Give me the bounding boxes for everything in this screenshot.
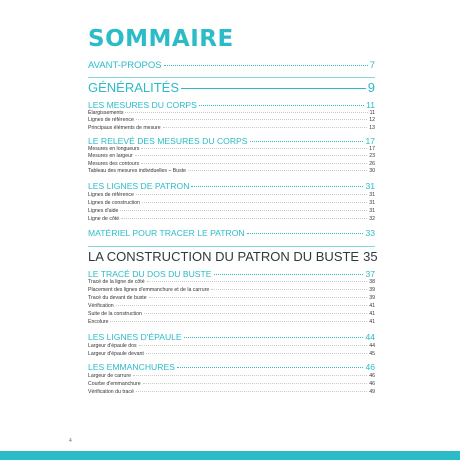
toc-entry[interactable]: [88, 362, 375, 372]
dot-leader: [120, 210, 367, 211]
toc-entry[interactable]: [88, 100, 375, 110]
dot-leader: [136, 391, 367, 392]
toc-entry-page: 37: [365, 269, 375, 279]
dot-leader: [116, 305, 368, 306]
dot-leader: [136, 194, 367, 195]
toc-entry[interactable]: [88, 168, 375, 174]
toc-entry-label: Vérification: [88, 303, 114, 309]
toc-entry-page: 31: [369, 192, 375, 198]
toc-entry-label: LES LIGNES D'ÉPAULE: [88, 332, 182, 342]
dot-leader: [199, 105, 364, 106]
dot-leader: [147, 281, 368, 282]
toc-entry[interactable]: [88, 200, 375, 206]
toc-entry[interactable]: [88, 146, 375, 152]
dot-leader: [133, 375, 367, 376]
toc-entry-page: 41: [369, 311, 375, 317]
toc-entry-label: Mesures en longueurs: [88, 146, 140, 152]
toc-entry-label: Lignes d'aide: [88, 208, 119, 214]
toc-entry[interactable]: [88, 136, 375, 146]
toc-entry-page: 17: [365, 136, 375, 146]
toc-entry-label: MATÉRIEL POUR TRACER LE PATRON: [88, 228, 245, 238]
divider: [88, 77, 375, 78]
toc-entry-page: 46: [369, 381, 375, 387]
page-number: 4: [69, 438, 72, 444]
toc-entry-page: 39: [369, 295, 375, 301]
toc-entry-page: 45: [369, 351, 375, 357]
toc-entry-page: 31: [369, 208, 375, 214]
toc-entry-page: 23: [369, 153, 375, 159]
dot-leader: [110, 321, 367, 322]
dot-leader: [141, 148, 367, 149]
toc-entry-page: 39: [369, 287, 375, 293]
dot-leader: [143, 383, 368, 384]
toc-entry-label: Élargissements: [88, 110, 124, 116]
toc-entry-page: 38: [369, 279, 375, 285]
toc-entry[interactable]: [88, 279, 375, 285]
toc-entry[interactable]: [88, 332, 375, 342]
toc-entry-page: 12: [369, 117, 375, 123]
toc-entry-page: 44: [369, 343, 375, 349]
toc-entry-label: Placement des lignes d'emmanchure et de la carrure: [88, 287, 210, 293]
dot-leader: [250, 141, 364, 142]
toc-entry-label: LES MESURES DU CORPS: [88, 100, 197, 110]
toc-entry-page: 11: [369, 110, 375, 116]
toc-entry[interactable]: [88, 373, 375, 379]
toc-entry-page: 31: [369, 200, 375, 206]
toc-entry-label: LES EMMANCHURES: [88, 362, 175, 372]
toc-entry-page: 46: [369, 373, 375, 379]
toc-entry-label: Encolure: [88, 319, 109, 325]
toc-entry-page: 49: [369, 389, 375, 395]
toc-entry-page: 32: [369, 216, 375, 222]
toc-entry-label: AVANT-PROPOS: [88, 60, 162, 71]
toc-entry[interactable]: [88, 208, 375, 214]
toc-entry-label: LE TRACÉ DU DOS DU BUSTE: [88, 269, 212, 279]
toc-entry-page: 41: [369, 303, 375, 309]
divider: [88, 246, 375, 247]
toc-entry-page: 46: [365, 362, 375, 372]
toc-entry[interactable]: [88, 216, 375, 222]
toc-entry[interactable]: [88, 381, 375, 387]
toc-entry-label: GÉNÉRALITÉS: [88, 80, 180, 95]
toc-entry-label: Lignes de construction: [88, 200, 140, 206]
toc-entry[interactable]: [88, 161, 375, 167]
toc-entry-label: Tracé de la ligne de côté: [88, 279, 145, 285]
dot-leader: [214, 274, 364, 275]
toc-entry-label: LE RELEVÉ DES MESURES DU CORPS: [88, 136, 248, 146]
toc-entry-page: 30: [369, 168, 375, 174]
dot-leader: [188, 170, 367, 171]
toc-entry[interactable]: [88, 287, 375, 293]
toc-entry-page: 9: [367, 80, 375, 95]
toc-entry-page: 41: [369, 319, 375, 325]
dot-leader: [247, 233, 364, 234]
toc-entry[interactable]: [88, 311, 375, 317]
dot-leader: [142, 202, 367, 203]
dot-leader: [135, 155, 368, 156]
toc-entry[interactable]: [88, 249, 378, 264]
toc-entry[interactable]: [88, 153, 375, 159]
toc-entry-page: 11: [366, 100, 375, 110]
toc-entry-label: Largeur d'épaule devant: [88, 351, 144, 357]
toc-entry[interactable]: [88, 351, 375, 357]
dot-leader: [144, 313, 367, 314]
toc-entry-label: Principaux éléments de mesure: [88, 125, 161, 131]
toc-entry[interactable]: [88, 319, 375, 325]
dot-leader: [211, 289, 367, 290]
dot-leader: [164, 65, 368, 66]
toc-entry-label: Tracé du devant de buste: [88, 295, 147, 301]
toc-entry[interactable]: [88, 343, 375, 349]
toc-entry-label: Mesures des contours: [88, 161, 140, 167]
toc-entry-page: 31: [365, 181, 375, 191]
toc-entry-page: 7: [369, 60, 375, 71]
dot-leader: [163, 127, 368, 128]
toc-entry[interactable]: [88, 60, 375, 71]
dot-leader: [184, 337, 364, 338]
dot-leader: [177, 367, 364, 368]
dot-leader: [146, 353, 367, 354]
dot-leader: [139, 345, 368, 346]
dot-leader: [141, 163, 367, 164]
footer-bar: [0, 451, 460, 460]
toc-entry[interactable]: [88, 303, 375, 309]
toc-entry-label: Tableau des mesures individuelles – Buste: [88, 168, 187, 174]
dot-leader: [125, 112, 367, 113]
toc-entry-page: 35: [363, 249, 378, 264]
page-title: SOMMAIRE: [88, 26, 234, 52]
toc-entry-page: 44: [365, 332, 375, 342]
toc-entry[interactable]: [88, 269, 375, 279]
toc-entry-page: 17: [369, 146, 375, 152]
toc-entry-page: 26: [369, 161, 375, 167]
toc-entry[interactable]: [88, 181, 375, 191]
toc-entry[interactable]: [88, 192, 375, 198]
toc-entry[interactable]: [88, 117, 375, 123]
toc-entry[interactable]: [88, 228, 375, 238]
toc-entry-label: LA CONSTRUCTION DU PATRON DU BUSTE: [88, 249, 360, 264]
toc-entry-label: LES LIGNES DE PATRON: [88, 181, 190, 191]
toc-entry-label: Courbe d'emmanchure: [88, 381, 141, 387]
dot-leader: [191, 186, 363, 187]
toc-entry-label: Largeur d'épaule dos: [88, 343, 137, 349]
toc-entry-page: 13: [369, 125, 375, 131]
dot-leader: [149, 297, 368, 298]
toc-entry[interactable]: [88, 110, 375, 116]
toc-entry-label: Largeur de carrure: [88, 373, 131, 379]
dot-leader: [136, 119, 367, 120]
dot-leader: [181, 88, 366, 89]
toc-entry-label: Vérification du tracé: [88, 389, 134, 395]
toc-entry-label: Ligne de côté: [88, 216, 120, 222]
toc-entry-label: Mesures en largeur: [88, 153, 133, 159]
toc-entry[interactable]: [88, 125, 375, 131]
toc-entry[interactable]: [88, 80, 375, 95]
toc-entry-label: Lignes de référence: [88, 192, 134, 198]
toc-entry-label: Suite de la construction: [88, 311, 142, 317]
toc-entry[interactable]: [88, 295, 375, 301]
dot-leader: [121, 218, 367, 219]
toc-entry-label: Lignes de référence: [88, 117, 134, 123]
toc-entry[interactable]: [88, 389, 375, 395]
toc-entry-page: 33: [365, 228, 375, 238]
